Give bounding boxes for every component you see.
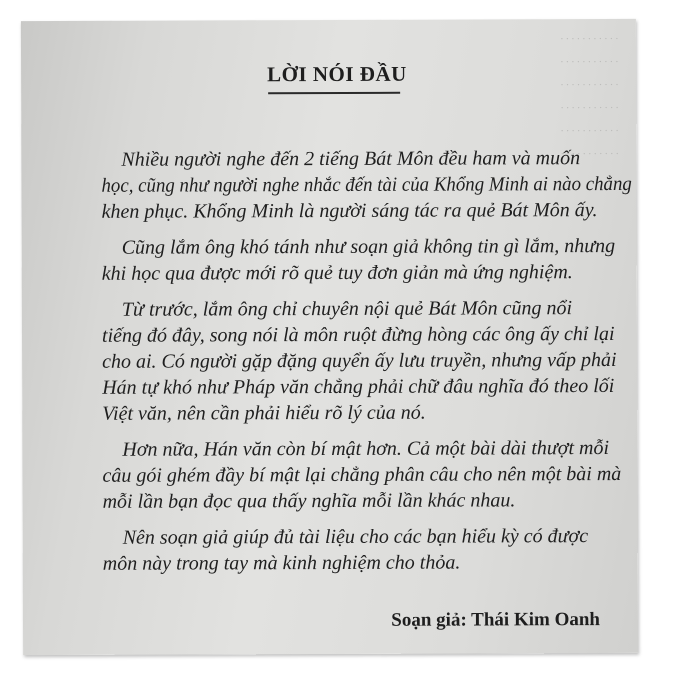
text-line: mỗi lần bạn đọc qua thấy nghĩa mỗi lần khác nhau. <box>102 489 516 513</box>
text-line: Nên soạn giả giúp đủ tài liệu cho các bạn hiểu kỳ có được <box>122 525 589 549</box>
paragraph-5 <box>103 523 633 577</box>
paragraph-2 <box>102 233 632 287</box>
text-line: câu gói ghém đầy bí mật lại chẳng phân câu cho nên một bài mà <box>102 462 622 487</box>
bleed-through-text: . . . . . . . . . . . . . . . . . . . . . . . . . . . . . . . . . . . . . . . . . . . . . . . . . . . . . . . . . . . . . . . . . . <box>560 29 619 158</box>
paragraph-4 <box>102 435 632 515</box>
author-signature: Soạn giả: Thái Kim Oanh <box>391 609 601 631</box>
title-underline <box>268 92 400 94</box>
text-line: khi học qua được mới rõ quẻ tuy đơn giản mà ứng nghiệm. <box>101 261 573 285</box>
page-title: LỜI NÓI ĐẦU <box>267 61 407 87</box>
text-line: Từ trước, lắm ông chỉ chuyên nội quẻ Bát Môn cũng nổi <box>121 297 573 321</box>
book-page <box>21 19 638 655</box>
text-line: học, cũng như người nghe nhắc đến tài của Khổng Minh ai nào chẳng <box>101 172 632 197</box>
text-line: Cũng lắm ông khó tánh như soạn giả không tin gì lắm, nhưng <box>121 235 616 259</box>
paragraph-1 <box>101 145 631 225</box>
preface-body <box>101 145 633 587</box>
text-line: khen phục. Khổng Minh là người sáng tác ra quẻ Bát Môn ấy. <box>101 199 598 223</box>
text-line: Việt văn, nên cần phải hiểu rõ lý của nó. <box>102 401 426 425</box>
text-line: cho ai. Có người gặp đặng quyển ấy lưu truyền, nhưng vấp phải <box>102 348 617 373</box>
text-line: môn này trong tay mà kinh nghiệm cho thỏa. <box>102 551 461 575</box>
text-line: tiếng đó đây, song nói là môn ruột đừng hòng các ông ấy chỉ lại <box>101 323 615 347</box>
paragraph-3 <box>102 295 632 427</box>
text-line: Hơn nữa, Hán văn còn bí mật hơn. Cả một bài dài thượt mỗi <box>122 437 610 461</box>
text-line: Nhiều người nghe đến 2 tiếng Bát Môn đều ham và muốn <box>121 147 581 171</box>
text-line: Hán tự khó như Pháp văn chẳng phải chữ đâu nghĩa đó theo lối <box>102 375 615 399</box>
